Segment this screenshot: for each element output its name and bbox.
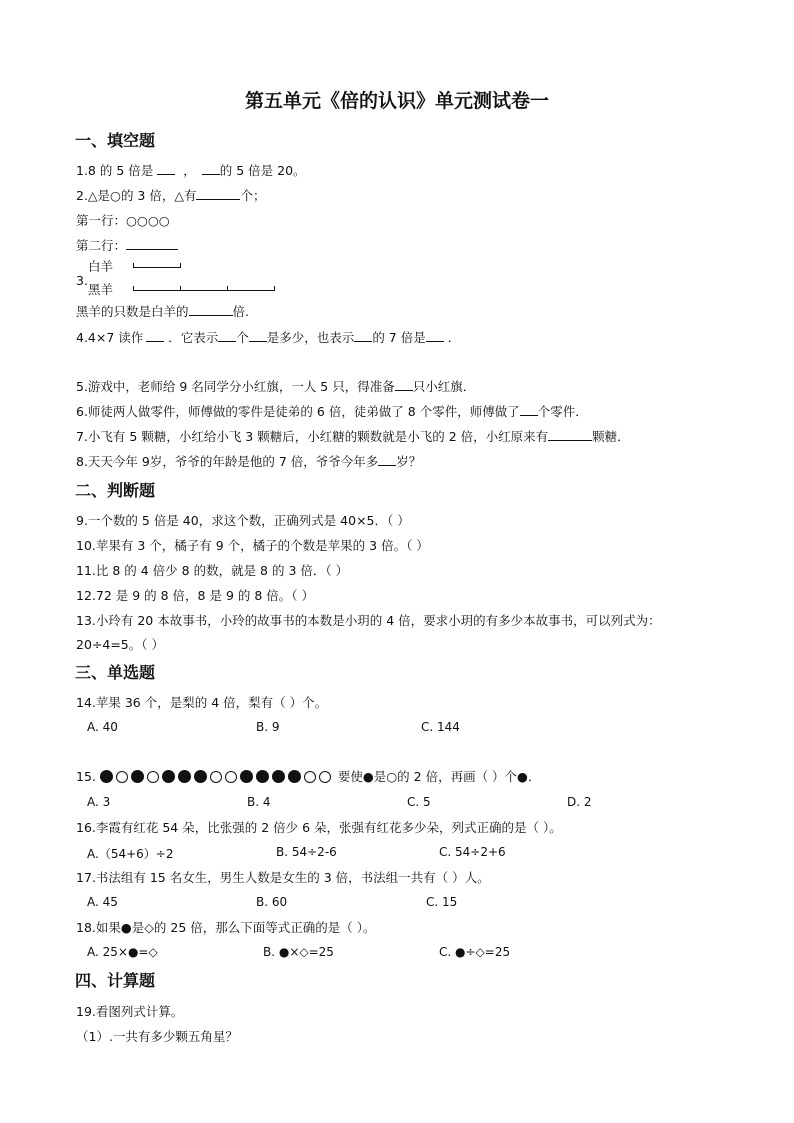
question-5	[76, 378, 475, 395]
q17-option-c[interactable]: C. 15	[426, 895, 458, 909]
q1-text-a: 1.8 的 5 倍是	[76, 163, 154, 178]
question-11: 11.比 8 的 4 倍少 8 的数，就是 8 的 3 倍．（ ）	[76, 563, 349, 578]
answer-blank[interactable]	[146, 329, 164, 342]
q6-text-b: 个零件．	[537, 404, 588, 419]
question-12: 12.72 是 9 的 8 倍，8 是 9 的 8 倍。（ ）	[76, 588, 315, 603]
hollow-circle-icon	[116, 771, 128, 783]
q8-text-a: 8.天天今年 9岁，爷爷的年龄是他的 7 倍，爷爷今年多	[76, 454, 379, 469]
question-9: 9.一个数的 5 倍是 40，求这个数，正确列式是 40×5．（ ）	[76, 513, 410, 528]
filled-circle-icon	[131, 770, 144, 783]
q2-text-a: 2.△是○的 3 倍，△有	[76, 188, 197, 203]
hollow-circle-icon	[225, 771, 237, 783]
section-heading-single-choice: 三、单选题	[75, 663, 156, 682]
q15-option-a[interactable]: A. 3	[87, 795, 111, 809]
filled-circle-icon	[272, 770, 285, 783]
answer-blank[interactable]	[218, 329, 236, 342]
question-15	[76, 768, 540, 785]
answer-blank[interactable]	[202, 162, 220, 175]
question-16: 16.李霞有红花 54 朵，比张强的 2 倍少 6 朵，张强有红花多少朵，列式正确的是（ ）。	[76, 820, 562, 835]
q17-option-b[interactable]: B. 60	[256, 895, 288, 909]
question-19: 19.看图列式计算。	[76, 1004, 184, 1019]
row-two-label: 第二行：	[76, 238, 127, 253]
q14-option-c[interactable]: C. 144	[421, 720, 460, 734]
q5-text-b: 只小红旗．	[412, 379, 476, 394]
section-heading-true-false: 二、判断题	[75, 481, 156, 500]
question-19-sub1: （1）.一共有多少颗五角星？	[76, 1029, 238, 1044]
question-13: 13.小玲有 20 本故事书，小玲的故事书的本数是小玥的 4 倍，要求小玥的有多少本故事书，可以列式为：	[76, 613, 661, 628]
filled-circle-icon	[178, 770, 191, 783]
filled-circle-icon	[162, 770, 175, 783]
q4-text-f: ．	[447, 330, 461, 345]
q3-text-a: 黑羊的只数是白羊的	[76, 304, 189, 319]
q7-text-b: 颗糖．	[592, 429, 630, 444]
question-10: 10.苹果有 3 个，橘子有 9 个，橘子的个数是苹果的 3 倍。（ ）	[76, 538, 429, 553]
row-one-label: 第一行：	[76, 213, 127, 228]
filled-circle-icon	[100, 770, 113, 783]
answer-blank[interactable]	[249, 329, 267, 342]
page-title: 第五单元《倍的认识》单元测试卷一	[244, 90, 549, 112]
q6-text-a: 6.师徒两人做零件，师傅做的零件是徒弟的 6 倍，徒弟做了 8 个零件，师傅做了	[76, 404, 520, 419]
section-heading-fill-in: 一、填空题	[75, 131, 156, 150]
q15-option-b[interactable]: B. 4	[247, 795, 271, 809]
answer-blank[interactable]	[378, 453, 396, 466]
answer-blank[interactable]	[548, 428, 592, 441]
answer-blank[interactable]	[426, 329, 444, 342]
white-sheep-label: 白羊	[88, 259, 114, 274]
q1-text-b: ，	[183, 163, 196, 178]
q15-option-d[interactable]: D. 2	[567, 795, 592, 809]
question-14: 14.苹果 36 个，是梨的 4 倍，梨有（ ）个。	[76, 695, 328, 710]
q16-option-b[interactable]: B. 54÷2-6	[276, 845, 337, 859]
q15-text: 要使●是○的 2 倍，再画（ ）个●．	[337, 769, 541, 784]
filled-circle-icon	[240, 770, 253, 783]
answer-blank[interactable]	[196, 187, 240, 200]
circle-shapes: ○○○○	[126, 213, 170, 228]
q8-text-b: 岁？	[396, 454, 422, 469]
question-4	[76, 329, 460, 346]
q3-text-b: 倍.	[232, 304, 249, 319]
question-13-cont: 20÷4=5。（ ）	[76, 637, 164, 652]
q16-option-c[interactable]: C. 54÷2+6	[439, 845, 506, 859]
hollow-circle-icon	[319, 771, 331, 783]
q1-text-c: 的 5 倍是 20。	[219, 163, 306, 178]
q15-number: 15.	[76, 769, 96, 784]
q14-option-a[interactable]: A. 40	[87, 720, 118, 734]
q7-text-a: 7.小飞有 5 颗糖，小红给小飞 3 颗糖后，小红糖的颗数就是小飞的 2 倍，小红原来有	[76, 429, 549, 444]
q2-text-b: 个；	[240, 188, 266, 203]
question-6	[76, 403, 588, 420]
question-3-number: 3.	[76, 273, 88, 288]
answer-blank[interactable]	[157, 162, 175, 175]
q4-text-a: 4.4×7 读作	[76, 330, 144, 345]
answer-blank[interactable]	[520, 403, 538, 416]
filled-circle-icon	[288, 770, 301, 783]
question-8	[76, 453, 421, 470]
black-sheep-label: 黑羊	[88, 282, 114, 297]
q5-text-a: 5.游戏中，老师给 9 名同学分小红旗，一人 5 只，得准备	[76, 379, 395, 394]
answer-blank[interactable]	[354, 329, 372, 342]
q16-option-a[interactable]: A.（54+6）÷2	[87, 847, 174, 861]
drawing-blank[interactable]	[126, 237, 178, 250]
question-2	[76, 187, 265, 204]
q18-option-b[interactable]: B. ●×◇=25	[263, 945, 334, 959]
answer-blank[interactable]	[189, 303, 233, 316]
q18-option-a[interactable]: A. 25×●=◇	[87, 945, 158, 959]
filled-circle-icon	[194, 770, 207, 783]
dot-sequence	[96, 769, 338, 784]
question-18: 18.如果●是◇的 25 倍，那么下面等式正确的是（ ）。	[76, 920, 376, 935]
question-17: 17.书法组有 15 名女生，男生人数是女生的 3 倍，书法组一共有（ ）人。	[76, 870, 490, 885]
hollow-circle-icon	[304, 771, 316, 783]
question-7	[76, 428, 630, 445]
q18-option-c[interactable]: C. ●÷◇=25	[439, 945, 511, 959]
q4-text-e: 的 7 倍是	[372, 330, 426, 345]
row-one	[76, 212, 170, 229]
q4-text-b: ．它表示	[168, 330, 219, 345]
row-two	[76, 237, 178, 254]
question-1	[76, 162, 306, 179]
q4-text-d: 是多少，也表示	[266, 330, 355, 345]
q17-option-a[interactable]: A. 45	[87, 895, 118, 909]
hollow-circle-icon	[147, 771, 159, 783]
q15-option-c[interactable]: C. 5	[407, 795, 431, 809]
hollow-circle-icon	[210, 771, 222, 783]
question-3-ask	[76, 303, 249, 320]
section-heading-calculation: 四、计算题	[75, 971, 156, 990]
q14-option-b[interactable]: B. 9	[256, 720, 280, 734]
answer-blank[interactable]	[395, 378, 413, 391]
q4-text-c: 个	[236, 330, 249, 345]
filled-circle-icon	[256, 770, 269, 783]
